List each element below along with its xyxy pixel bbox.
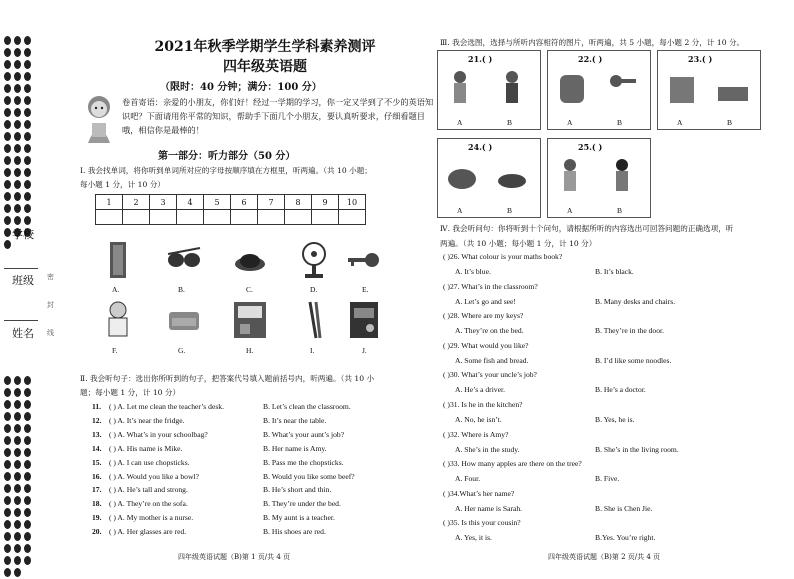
binding-dot bbox=[4, 60, 11, 69]
option-b[interactable]: B.Yes. You’re right. bbox=[595, 533, 656, 543]
binding-dot bbox=[4, 84, 11, 93]
binding-dot bbox=[4, 532, 11, 541]
binding-dot bbox=[4, 96, 11, 105]
answer-number-cell: 4 bbox=[177, 195, 204, 210]
chopstick-icon bbox=[296, 300, 332, 340]
binding-dot bbox=[24, 472, 31, 481]
binding-dot bbox=[4, 72, 11, 81]
answer-number-cell: 6 bbox=[231, 195, 258, 210]
binding-dot bbox=[24, 120, 31, 129]
question-number: 17. bbox=[92, 485, 102, 495]
answer-blank-cell[interactable] bbox=[339, 210, 366, 225]
binding-dots-bottom bbox=[4, 376, 36, 577]
key-icon bbox=[346, 240, 382, 280]
s1-instruction: Ⅰ. 我会找单词，将你听到单词所对应的字母按顺序填在方框里，听两遍。（共 10 小题； bbox=[80, 166, 372, 175]
binding-dot bbox=[14, 120, 21, 129]
option-b-picture[interactable] bbox=[496, 155, 530, 195]
option-a[interactable]: A. No, he isn’t. bbox=[455, 415, 502, 424]
binding-dot bbox=[4, 192, 11, 201]
option-a[interactable]: ( ) A. What’s in your schoolbag? bbox=[109, 429, 208, 439]
binding-dot bbox=[4, 460, 11, 469]
binding-dots-top bbox=[4, 36, 36, 249]
picture-label: H. bbox=[246, 346, 254, 355]
binding-dot bbox=[24, 400, 31, 409]
option-a-label: A bbox=[457, 118, 463, 127]
exam-subtitle: 四年级英语题 bbox=[223, 59, 307, 75]
question: ( )33. How many apples are there on the tree? bbox=[443, 459, 582, 469]
s4-instruction-cont: 两遍。（共 10 小题；每小题 1 分，计 10 分） bbox=[440, 239, 597, 248]
binding-dot bbox=[24, 448, 31, 457]
option-a[interactable]: ( ) A. Let me clean the teacher’s desk. bbox=[109, 402, 224, 411]
binding-dot bbox=[14, 72, 21, 81]
option-a[interactable]: A. Some fish and bread. bbox=[455, 355, 529, 365]
answer-blank-cell[interactable] bbox=[96, 210, 123, 225]
binding-dot bbox=[24, 84, 31, 93]
option-a-label: A bbox=[677, 118, 683, 127]
option-a[interactable]: A. He’s a driver. bbox=[455, 385, 505, 395]
binding-dot bbox=[4, 144, 11, 153]
answer-number-cell: 2 bbox=[123, 195, 150, 210]
binding-dot bbox=[14, 144, 21, 153]
binding-dot bbox=[14, 388, 21, 397]
class-label: 班级 bbox=[12, 275, 34, 287]
binding-dot bbox=[24, 484, 31, 493]
option-b-label: B bbox=[507, 118, 513, 127]
answer-blank-cell[interactable] bbox=[231, 210, 258, 225]
option-a[interactable]: ( ) A. My mother is a nurse. bbox=[109, 513, 194, 523]
option-a[interactable]: ( ) A. They’re on the sofa. bbox=[109, 499, 188, 509]
binding-dot bbox=[24, 544, 31, 553]
question-number: 15. bbox=[92, 457, 102, 467]
option-b[interactable]: B. Many desks and chairs. bbox=[595, 296, 676, 306]
binding-dot bbox=[14, 496, 21, 505]
answer-blank-cell[interactable] bbox=[177, 210, 204, 225]
question: ( )29. What would you like? bbox=[443, 340, 529, 350]
binding-dot bbox=[14, 60, 21, 69]
question-number: 16. bbox=[92, 471, 102, 481]
binding-dot bbox=[4, 228, 11, 237]
picture-label: C. bbox=[246, 285, 253, 294]
option-a[interactable]: ( ) A. Her glasses are red. bbox=[109, 527, 187, 537]
answer-table bbox=[95, 194, 366, 225]
binding-dot bbox=[4, 36, 11, 45]
binding-dot bbox=[4, 204, 11, 213]
option-b-label: B bbox=[617, 118, 623, 127]
picture-choice-box bbox=[547, 50, 651, 130]
question-number: 13. bbox=[92, 429, 102, 439]
divider bbox=[4, 320, 38, 321]
binding-dot bbox=[4, 168, 11, 177]
binding-dot bbox=[24, 532, 31, 541]
question: ( )30. What’s your uncle’s job? bbox=[443, 370, 537, 380]
binding-dot bbox=[4, 544, 11, 553]
seal-mark: 密 bbox=[47, 273, 54, 281]
binding-dot bbox=[4, 448, 11, 457]
option-b[interactable]: B. She is Chen Jie. bbox=[595, 503, 653, 513]
option-b-picture[interactable] bbox=[606, 155, 640, 195]
picture-label: G. bbox=[178, 346, 186, 355]
binding-dot bbox=[14, 436, 21, 445]
name-label: 姓名 bbox=[12, 328, 34, 340]
book-icon bbox=[346, 300, 382, 340]
binding-dot bbox=[24, 424, 31, 433]
exam-meta: （限时：40 分钟；满分：100 分） bbox=[160, 82, 322, 93]
binding-dot bbox=[4, 568, 11, 577]
option-b-picture[interactable] bbox=[606, 67, 640, 107]
question-number: 14. bbox=[92, 443, 102, 453]
binding-dot bbox=[4, 556, 11, 565]
classroom-icon bbox=[232, 300, 268, 340]
option-a-picture[interactable] bbox=[556, 155, 590, 195]
door-icon bbox=[100, 240, 136, 280]
question-number: 23.( ) bbox=[688, 54, 713, 64]
binding-dot bbox=[24, 180, 31, 189]
s3-instruction: Ⅲ. 我会选图，选择与所听内容相符的图片，听两遍，共 5 小题，每小题 2 分，计 10 分。 bbox=[440, 38, 745, 47]
option-b[interactable]: B. What’s your aunt’s job? bbox=[263, 429, 345, 439]
option-a-label: A bbox=[567, 206, 573, 215]
option-a-picture[interactable] bbox=[556, 67, 590, 107]
question-number: 19. bbox=[92, 513, 102, 523]
answer-blank-cell[interactable] bbox=[204, 210, 231, 225]
option-b[interactable]: B. They’re under the bed. bbox=[263, 499, 341, 509]
binding-dot bbox=[14, 508, 21, 517]
binding-dot bbox=[4, 436, 11, 445]
chicken-icon bbox=[232, 240, 268, 280]
binding-dot bbox=[14, 424, 21, 433]
picture-label: I. bbox=[310, 346, 315, 355]
binding-dot bbox=[24, 436, 31, 445]
option-a[interactable]: A. They’re on the bed. bbox=[455, 326, 524, 336]
divider bbox=[4, 268, 38, 269]
binding-dot bbox=[24, 168, 31, 177]
binding-dot bbox=[24, 412, 31, 421]
binding-dot bbox=[4, 388, 11, 397]
picture-label: B. bbox=[178, 285, 185, 294]
question-number: 21.( ) bbox=[468, 54, 493, 64]
part1-heading: 第一部分：听力部分（50 分） bbox=[158, 151, 296, 162]
binding-dot bbox=[4, 180, 11, 189]
page-footer: 四年级英语试题（B)第 2 页/共 4 页 bbox=[548, 553, 661, 561]
answer-number-cell: 1 bbox=[96, 195, 123, 210]
option-a[interactable]: ( ) A. I can use chopsticks. bbox=[109, 457, 190, 467]
binding-dot bbox=[14, 48, 21, 57]
option-a[interactable]: A. She’s in the study. bbox=[455, 444, 520, 454]
binding-dot bbox=[14, 36, 21, 45]
binding-dot bbox=[14, 544, 21, 553]
option-b-label: B bbox=[727, 118, 733, 127]
binding-dot bbox=[24, 108, 31, 117]
binding-dot bbox=[24, 556, 31, 565]
binding-dot bbox=[14, 484, 21, 493]
answer-number-cell: 8 bbox=[285, 195, 312, 210]
binding-dot bbox=[14, 400, 21, 409]
binding-dot bbox=[4, 240, 11, 249]
option-a[interactable]: A. Yes, it is. bbox=[455, 533, 492, 543]
binding-dot bbox=[24, 72, 31, 81]
picture-choice-box bbox=[437, 50, 541, 130]
fan-icon bbox=[296, 240, 332, 280]
option-b[interactable]: B. They’re in the door. bbox=[595, 326, 665, 336]
exam-title: 2021年秋季学期学生学科素养测评 bbox=[154, 39, 376, 55]
binding-dot bbox=[24, 508, 31, 517]
option-b[interactable]: B. Let’s clean the classroom. bbox=[263, 402, 351, 411]
binding-dot bbox=[4, 424, 11, 433]
option-a-picture[interactable] bbox=[446, 67, 480, 107]
option-b[interactable]: B. Yes, he is. bbox=[595, 415, 635, 424]
binding-dot bbox=[14, 204, 21, 213]
s2-instruction-cont: 题；每小题 1 分，计 10 分） bbox=[80, 388, 181, 397]
binding-dot bbox=[14, 156, 21, 165]
doctor-icon bbox=[100, 300, 136, 340]
binding-dot bbox=[4, 472, 11, 481]
binding-dot bbox=[14, 556, 21, 565]
binding-dot bbox=[24, 96, 31, 105]
option-b[interactable]: B. Five. bbox=[595, 474, 620, 484]
question: ( )26. What colour is your maths book? bbox=[443, 252, 563, 261]
binding-dot bbox=[14, 448, 21, 457]
question-number: 18. bbox=[92, 499, 102, 509]
binding-dot bbox=[14, 96, 21, 105]
option-b[interactable]: B. He’s short and thin. bbox=[263, 485, 332, 495]
binding-dot bbox=[24, 192, 31, 201]
question: ( )31. Is he in the kitchen? bbox=[443, 400, 523, 409]
option-b[interactable]: B. She’s in the living room. bbox=[595, 444, 679, 454]
question-number: 22.( ) bbox=[578, 54, 603, 64]
binding-dot bbox=[24, 156, 31, 165]
option-b[interactable]: B. I’d like some noodles. bbox=[595, 355, 672, 365]
binding-dot bbox=[14, 192, 21, 201]
picture-label: F. bbox=[112, 346, 118, 355]
option-b[interactable]: B. It’s black. bbox=[595, 267, 634, 276]
binding-dot bbox=[4, 48, 11, 57]
picture-choice-box bbox=[657, 50, 761, 130]
binding-dot bbox=[14, 132, 21, 141]
binding-dot bbox=[4, 216, 11, 225]
question: ( )28. Where are my keys? bbox=[443, 311, 524, 321]
binding-dot bbox=[24, 520, 31, 529]
glasses-icon bbox=[166, 240, 202, 280]
option-b[interactable]: B. His shoes are red. bbox=[263, 527, 326, 537]
answer-number-cell: 3 bbox=[150, 195, 177, 210]
option-a[interactable]: A. Her name is Sarah. bbox=[455, 503, 523, 513]
binding-dot bbox=[4, 132, 11, 141]
binding-dot bbox=[14, 168, 21, 177]
picture-label: E. bbox=[362, 285, 369, 294]
binding-dot bbox=[4, 376, 11, 385]
binding-dot bbox=[24, 132, 31, 141]
option-a[interactable]: ( ) A. It’s near the fridge. bbox=[109, 415, 185, 425]
binding-dot bbox=[24, 48, 31, 57]
s2-instruction: Ⅱ. 我会听句子：选出你所听到的句子，把答案代号填入题前括号内，听两遍。（共 10 小 bbox=[80, 374, 375, 383]
question-number: 25.( ) bbox=[578, 142, 603, 152]
option-b[interactable]: B. Pass me the chopsticks. bbox=[263, 457, 344, 467]
question: ( )32. Where is Amy? bbox=[443, 429, 509, 439]
binding-dot bbox=[24, 388, 31, 397]
binding-dot bbox=[4, 108, 11, 117]
option-b[interactable]: B. It’s near the table. bbox=[263, 415, 327, 425]
picture-label: D. bbox=[310, 285, 318, 294]
picture-label: A. bbox=[112, 285, 120, 294]
binding-dot bbox=[14, 376, 21, 385]
binding-dot bbox=[4, 156, 11, 165]
picture-choice-box bbox=[547, 138, 651, 218]
binding-dot bbox=[14, 412, 21, 421]
option-a-picture[interactable] bbox=[446, 155, 480, 195]
binding-dot bbox=[24, 216, 31, 225]
option-b-label: B bbox=[507, 206, 513, 215]
question-number: 12. bbox=[92, 415, 102, 425]
intro-message: 卷首寄语：亲爱的小朋友，你们好！经过一学期的学习，你一定又学到了不少的英语知识吧？下面请用你平常的知识，帮助手下面几个小朋友，要认真听要求，仔细看题目哦，相信你是最棒的！ bbox=[122, 97, 434, 135]
answer-blank-cell[interactable] bbox=[285, 210, 312, 225]
binding-dot bbox=[24, 460, 31, 469]
binding-dot bbox=[24, 36, 31, 45]
s4-instruction: Ⅳ. 我会听问句：你将听到十个问句，请根据所听的内容选出可回答问题的正确选项，听 bbox=[440, 224, 734, 233]
binding-dot bbox=[24, 144, 31, 153]
answer-number-cell: 5 bbox=[204, 195, 231, 210]
question-number: 11. bbox=[92, 402, 102, 411]
option-b[interactable]: B. Would you like some beef? bbox=[263, 471, 355, 481]
option-b-picture[interactable] bbox=[716, 67, 750, 107]
option-b[interactable]: B. Her name is Amy. bbox=[263, 443, 327, 453]
binding-dot bbox=[14, 568, 21, 577]
seal-mark: 线 bbox=[47, 329, 54, 337]
school-label: 学校 bbox=[12, 229, 34, 241]
option-b-picture[interactable] bbox=[496, 67, 530, 107]
question: ( )34.What’s her name? bbox=[443, 488, 515, 498]
picture-label: J. bbox=[362, 346, 367, 355]
option-a[interactable]: ( ) A. Would you like a bowl? bbox=[109, 471, 199, 481]
option-a-label: A bbox=[457, 206, 463, 215]
option-a-label: A bbox=[567, 118, 573, 127]
binding-dot bbox=[14, 532, 21, 541]
binding-dot bbox=[24, 60, 31, 69]
answer-blank-cell[interactable] bbox=[258, 210, 285, 225]
option-a[interactable]: A. Four. bbox=[455, 474, 481, 484]
option-a[interactable]: A. Let’s go and see! bbox=[455, 296, 516, 306]
binding-dot bbox=[14, 472, 21, 481]
option-b[interactable]: B. He’s a doctor. bbox=[595, 385, 646, 395]
option-a[interactable]: ( ) A. His name is Mike. bbox=[109, 443, 183, 453]
question-number: 20. bbox=[92, 527, 102, 537]
binding-dot bbox=[4, 484, 11, 493]
binding-dot bbox=[14, 520, 21, 529]
sofa-icon bbox=[166, 300, 202, 340]
page-footer: 四年级英语试题（B)第 1 页/共 4 页 bbox=[178, 553, 291, 561]
binding-dot bbox=[14, 84, 21, 93]
girl-avatar-icon bbox=[80, 93, 118, 145]
binding-dot bbox=[4, 520, 11, 529]
binding-dot bbox=[14, 460, 21, 469]
binding-dot bbox=[4, 400, 11, 409]
seal-mark: 封 bbox=[47, 301, 54, 309]
option-b-label: B bbox=[617, 206, 623, 215]
binding-dot bbox=[14, 216, 21, 225]
s1-instruction-cont: 每小题 1 分，计 10 分） bbox=[80, 180, 165, 189]
answer-blank-cell[interactable] bbox=[123, 210, 150, 225]
binding-dot bbox=[24, 204, 31, 213]
question: ( )35. Is this your cousin? bbox=[443, 518, 521, 528]
binding-dot bbox=[24, 376, 31, 385]
binding-dot bbox=[4, 412, 11, 421]
question-number: 24.( ) bbox=[468, 142, 493, 152]
binding-dot bbox=[14, 108, 21, 117]
option-a[interactable]: A. It’s blue. bbox=[455, 267, 491, 276]
answer-blank-cell[interactable] bbox=[150, 210, 177, 225]
binding-dot bbox=[24, 496, 31, 505]
option-a[interactable]: ( ) A. He’s tall and strong. bbox=[109, 485, 188, 495]
binding-dot bbox=[4, 496, 11, 505]
option-b[interactable]: B. My aunt is a teacher. bbox=[263, 513, 335, 523]
answer-number-cell: 10 bbox=[339, 195, 366, 210]
answer-blank-cell[interactable] bbox=[312, 210, 339, 225]
answer-number-cell: 7 bbox=[258, 195, 285, 210]
picture-choice-box bbox=[437, 138, 541, 218]
binding-dot bbox=[4, 508, 11, 517]
answer-number-cell: 9 bbox=[312, 195, 339, 210]
question: ( )27. What’s in the classroom? bbox=[443, 281, 538, 291]
option-a-picture[interactable] bbox=[666, 67, 700, 107]
binding-dot bbox=[4, 120, 11, 129]
binding-dot bbox=[14, 180, 21, 189]
